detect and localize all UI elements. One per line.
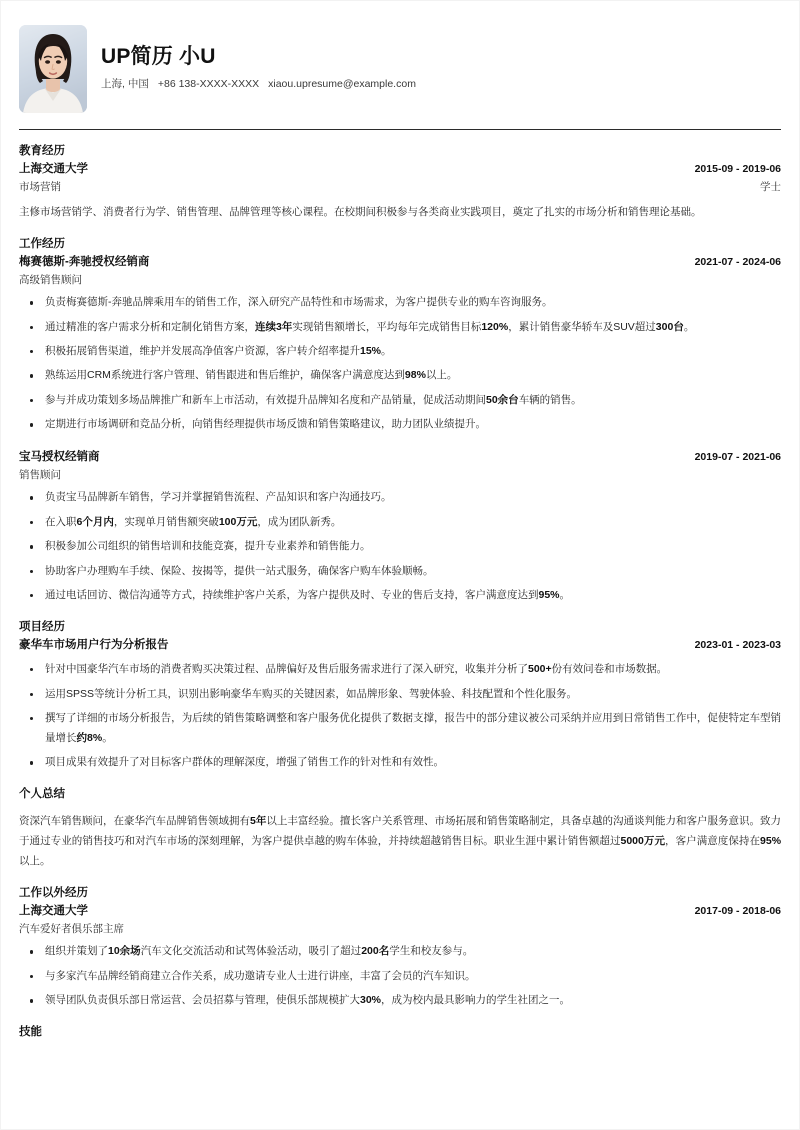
contact-line bbox=[101, 78, 416, 92]
entry-date-range: 2017-09 - 2018-06 bbox=[694, 905, 781, 918]
entry bbox=[19, 161, 781, 223]
entry bbox=[19, 637, 781, 773]
list-item: 在入职6个月内，实现单月销售额突破100万元，成为团队新秀。 bbox=[19, 513, 781, 533]
entry-paragraph: 资深汽车销售顾问，在豪华汽车品牌销售领域拥有5年以上丰富经验。擅长客户关系管理、市场拓展和销售策略制定，具备卓越的沟通谈判能力和客户服务意识。致力于通过专业的销售技巧和对汽车市场的深刻理解，为客户提供卓越的购车体验，并持续超越销售目标。职业生涯中累计销售额超过5000万元，客户满意度保持在95%以上。 bbox=[19, 814, 782, 868]
list-item: 积极参加公司组织的销售培训和技能竞赛，提升专业素养和销售能力。 bbox=[19, 537, 781, 557]
list-item: 组织并策划了10余场汽车文化交流活动和试驾体验活动，吸引了超过200名学生和校友参与。 bbox=[19, 942, 781, 962]
list-item: 与多家汽车品牌经销商建立合作关系，成功邀请专业人士进行讲座，丰富了会员的汽车知识。 bbox=[19, 967, 781, 987]
entry-organization: 梅赛德斯-奔驰授权经销商 bbox=[19, 256, 150, 269]
list-item: 项目成果有效提升了对目标客户群体的理解深度，增强了销售工作的针对性和有效性。 bbox=[19, 753, 781, 773]
entry-role: 高级销售顾问 bbox=[19, 273, 82, 286]
section-title-projects: 项目经历 bbox=[19, 621, 65, 634]
entry-degree: 学士 bbox=[760, 181, 781, 194]
section-skills bbox=[19, 1024, 781, 1041]
entry-subheading-row bbox=[19, 467, 781, 483]
list-item: 熟练运用CRM系统进行客户管理、销售跟进和售后维护，确保客户满意度达到98%以上。 bbox=[19, 366, 781, 386]
section-education bbox=[19, 143, 781, 223]
entry-date-range: 2015-09 - 2019-06 bbox=[694, 163, 781, 176]
entry-organization: 上海交通大学 bbox=[19, 905, 88, 918]
section-title-work: 工作经历 bbox=[19, 237, 65, 250]
entry-heading-row bbox=[19, 637, 781, 655]
list-item: 撰写了详细的市场分析报告，为后续的销售策略调整和客户服务优化提供了数据支撑，报告中的部分建议被公司采纳并应用到日常销售工作中，促使特定车型销量增长约8%。 bbox=[19, 709, 781, 749]
avatar bbox=[19, 25, 87, 113]
entry-date-range: 2019-07 - 2021-06 bbox=[694, 451, 781, 464]
list-item: 积极拓展销售渠道，维护并发展高净值客户资源，客户转介绍率提升15%。 bbox=[19, 342, 781, 362]
list-item: 领导团队负责俱乐部日常运营、会员招募与管理，使俱乐部规模扩大30%，成为校内最具影响力的学生社团之一。 bbox=[19, 991, 781, 1011]
list-item: 通过电话回访、微信沟通等方式，持续维护客户关系，为客户提供及时、专业的售后支持，客户满意度达到95%。 bbox=[19, 586, 781, 606]
entry-subheading-row bbox=[19, 272, 781, 288]
resume-header bbox=[19, 1, 781, 123]
entry-heading-row bbox=[19, 449, 781, 467]
entry-role: 销售顾问 bbox=[19, 469, 61, 482]
location-text: 上海, 中国 bbox=[101, 78, 149, 91]
page-title: UP简历 小U bbox=[101, 45, 216, 69]
entry bbox=[19, 903, 781, 1011]
entry-bullet-list bbox=[19, 293, 781, 435]
section-projects bbox=[19, 619, 781, 773]
identity-block bbox=[101, 44, 416, 94]
entry-paragraph: 主修市场营销学、消费者行为学、销售管理、品牌管理等核心课程。在校期间积极参与各类商业实践项目，奠定了扎实的市场分析和销售理论基础。 bbox=[19, 206, 702, 219]
header-divider bbox=[19, 129, 781, 130]
entry-bullet-list bbox=[19, 488, 781, 606]
section-title-skills: 技能 bbox=[19, 1026, 42, 1039]
entry-role: 市场营销 bbox=[19, 181, 61, 194]
entry bbox=[19, 254, 781, 435]
entry-role: 汽车爱好者俱乐部主席 bbox=[19, 922, 124, 935]
list-item: 通过精准的客户需求分析和定制化销售方案，连续3年实现销售额增长，平均每年完成销售目标120%，累计销售豪华轿车及SUV超过300台。 bbox=[19, 318, 781, 338]
entry-bullet-list bbox=[19, 942, 781, 1011]
entry-heading-row bbox=[19, 161, 781, 179]
section-title-education: 教育经历 bbox=[19, 145, 65, 157]
list-item: 运用SPSS等统计分析工具，识别出影响豪华车购买的关键因素，如品牌形象、驾驶体验、科技配置和个性化服务。 bbox=[19, 685, 781, 705]
sections-container bbox=[19, 143, 781, 1041]
entry bbox=[19, 449, 781, 606]
entry-subheading-row bbox=[19, 179, 781, 195]
resume-content bbox=[1, 1, 799, 1041]
section-title-summary: 个人总结 bbox=[19, 788, 65, 801]
list-item: 负责梅赛德斯-奔驰品牌乘用车的销售工作，深入研究产品特性和市场需求，为客户提供专业的购车咨询服务。 bbox=[19, 293, 781, 313]
list-item: 定期进行市场调研和竞品分析，向销售经理提供市场反馈和销售策略建议，助力团队业绩提升。 bbox=[19, 415, 781, 435]
section-title-extracurricular: 工作以外经历 bbox=[19, 886, 88, 899]
list-item: 协助客户办理购车手续、保险、按揭等，提供一站式服务，确保客户购车体验顺畅。 bbox=[19, 562, 781, 582]
entry-subheading-row bbox=[19, 921, 781, 937]
list-item: 针对中国豪华汽车市场的消费者购买决策过程、品牌偏好及售后服务需求进行了深入研究，收集并分析了500+份有效问卷和市场数据。 bbox=[19, 660, 781, 680]
entry-organization: 宝马授权经销商 bbox=[19, 451, 100, 464]
email-text: xiaou.upresume@example.com bbox=[268, 78, 416, 91]
section-extracurricular bbox=[19, 885, 781, 1011]
phone-text: +86 138-XXXX-XXXX bbox=[157, 78, 260, 91]
list-item: 参与并成功策划多场品牌推广和新车上市活动，有效提升品牌知名度和产品销量，促成活动期间50余台车辆的销售。 bbox=[19, 391, 781, 411]
entry-date-range: 2023-01 - 2023-03 bbox=[694, 639, 781, 652]
entry-heading-row bbox=[19, 254, 781, 272]
section-work bbox=[19, 236, 781, 606]
entry-organization: 豪华车市场用户行为分析报告 bbox=[19, 639, 169, 652]
entry bbox=[19, 811, 781, 872]
entry-organization: 上海交通大学 bbox=[19, 163, 88, 176]
list-item: 负责宝马品牌新车销售，学习并掌握销售流程、产品知识和客户沟通技巧。 bbox=[19, 488, 781, 508]
entry-bullet-list bbox=[19, 660, 781, 773]
entry-date-range: 2021-07 - 2024-06 bbox=[694, 256, 781, 269]
section-summary bbox=[19, 786, 781, 872]
entry-heading-row bbox=[19, 903, 781, 921]
